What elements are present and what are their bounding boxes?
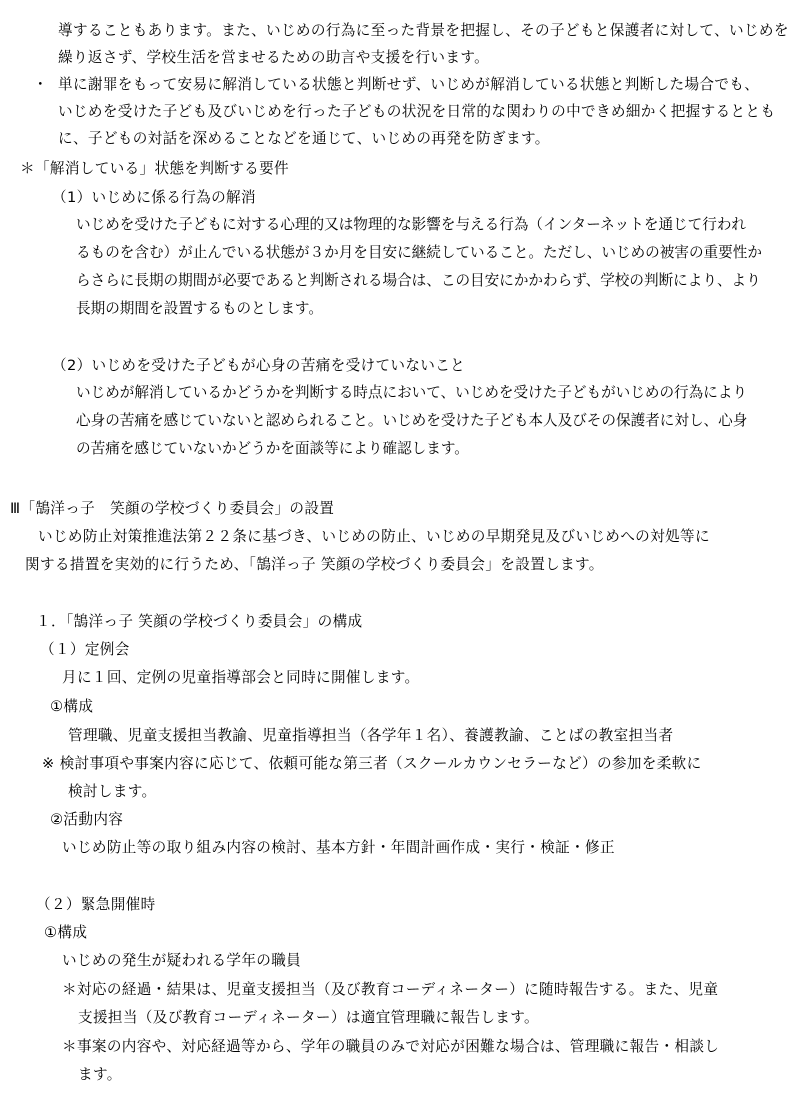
emergency-note: ＊対応の経過・結果は、児童支援担当（及び教育コーディネーター）に随時報告する。また、児童 <box>62 981 719 998</box>
requirements-heading: ＊「解消している」状態を判断する要件 <box>20 160 289 177</box>
composition-title: ①構成 <box>50 698 94 715</box>
emergency-note: ます。 <box>78 1066 122 1083</box>
emergency-note: 支援担当（及び教育コーディネーター）は適宜管理職に報告します。 <box>78 1009 539 1026</box>
bullet-mark: ・ <box>33 76 48 93</box>
section-line: いじめ防止対策推進法第２２条に基づき、いじめの防止、いじめの早期発見及びいじめへの対処等に <box>38 528 710 545</box>
requirement-line: の苦痛を感じていないかどうかを面談等により確認します。 <box>76 440 469 457</box>
section-heading: Ⅲ「鵠洋っ子 笑顔の学校づくり委員会」の設置 <box>10 500 335 517</box>
requirement-line: 心身の苦痛を感じていないと認められること。いじめを受けた子ども本人及びその保護者に対し、心身 <box>76 412 748 429</box>
emergency-meeting-title: （２）緊急開催時 <box>36 896 156 913</box>
regular-meeting-desc: 月に１回、定例の児童指導部会と同時に開催します。 <box>62 669 420 686</box>
paragraph-line: 繰り返さず、学校生活を営ませるための助言や支援を行います。 <box>58 49 490 66</box>
requirement-item-title: （2）いじめを受けた子どもが心身の苦痛を受けていないこと <box>52 357 466 374</box>
requirement-line: るものを含む）が止んでいる状態が３か月を目安に継続していること。ただし、いじめの被害の重要性か <box>76 244 762 261</box>
bullet-line: に、子どもの対話を深めることなどを通じて、いじめの再発を防ぎます。 <box>58 130 550 147</box>
requirement-item-title: （1）いじめに係る行為の解消 <box>52 189 256 206</box>
activity-title: ②活動内容 <box>50 811 124 828</box>
composition-note: ※ 検討事項や事案内容に応じて、依頼可能な第三者（スクールカウンセラーなど）の参加を柔軟に <box>42 755 702 772</box>
requirement-line: いじめが解消しているかどうかを判断する時点において、いじめを受けた子どもがいじめの行為により <box>76 384 748 401</box>
composition-text: いじめの発生が疑われる学年の職員 <box>62 952 302 969</box>
bullet-line: いじめを受けた子ども及びいじめを行った子どもの状況を日常的な関わりの中できめ細かく把握するととも <box>58 103 776 120</box>
regular-meeting-title: （１）定例会 <box>40 641 130 658</box>
bullet-line: 単に謝罪をもって安易に解消している状態と判断せず、いじめが解消している状態と判断した場合でも、 <box>58 76 760 93</box>
composition-note: 検討します。 <box>68 783 157 800</box>
composition-title: ①構成 <box>44 924 88 941</box>
emergency-note: ＊事案の内容や、対応経過等から、学年の職員のみで対応が困難な場合は、管理職に報告・相談し <box>62 1038 720 1055</box>
paragraph-line: 導することもあります。また、いじめの行為に至った背景を把握し、その子どもと保護者に対して、いじめを <box>58 22 789 39</box>
subsection-heading: １．「鵠洋っ子 笑顔の学校づくり委員会」の構成 <box>36 613 363 630</box>
requirement-line: 長期の期間を設置するものとします。 <box>76 300 323 317</box>
requirement-line: らさらに長期の期間が必要であると判断される場合は、この目安にかかわらず、学校の判断により、より <box>76 272 761 289</box>
composition-text: 管理職、児童支援担当教諭、児童指導担当（各学年１名）、養護教諭、ことばの教室担当者 <box>68 727 674 744</box>
section-line: 関する措置を実効的に行うため、「鵠洋っ子 笑顔の学校づくり委員会」を設置します。 <box>25 556 604 573</box>
activity-text: いじめ防止等の取り組み内容の検討、基本方針・年間計画作成・実行・検証・修正 <box>62 839 615 856</box>
requirement-line: いじめを受けた子どもに対する心理的又は物理的な影響を与える行為（インターネットを通じて行われ <box>76 216 747 233</box>
